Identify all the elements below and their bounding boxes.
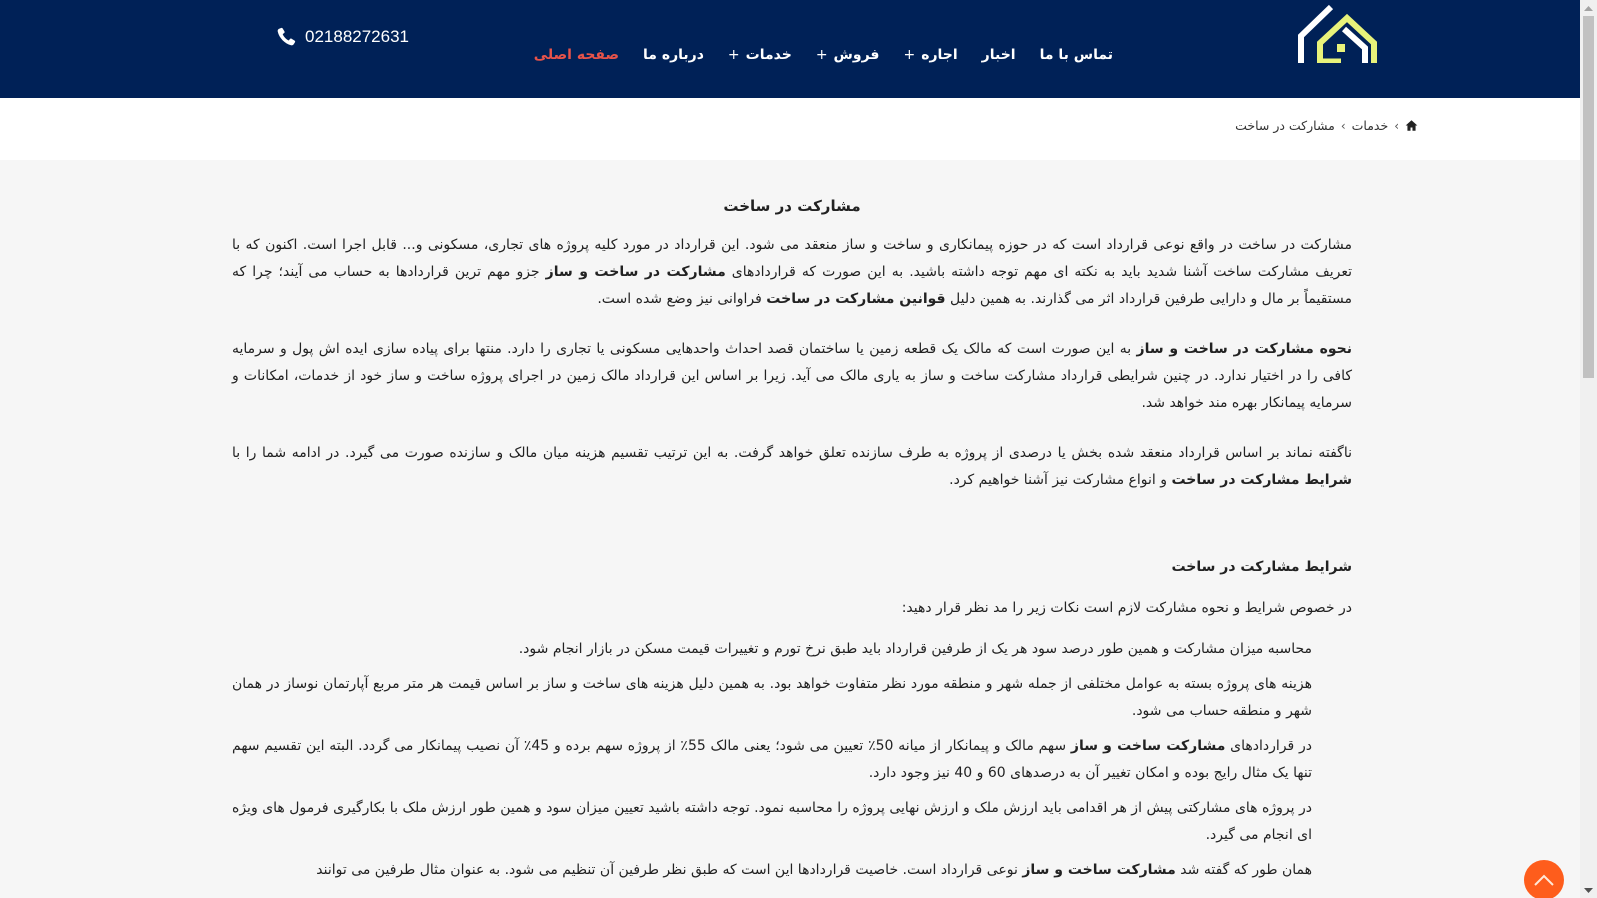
scrollbar-thumb[interactable] [1583, 16, 1594, 378]
list-item [232, 733, 1312, 787]
house-logo-icon [1298, 3, 1382, 63]
nav-news[interactable] [970, 47, 1028, 63]
text: در قراردادهای [1225, 738, 1312, 754]
list-item [232, 857, 1312, 884]
scroll-down-arrow-icon[interactable] [1580, 882, 1597, 898]
list-item: محاسبه میزان مشارکت و همین طور درصد سود هر یک از طرفین قرارداد باید طبق نرخ تورم و تغییرات قیمت مسکن در بازار انجام شود. [518, 641, 1312, 657]
nav-label: اجاره [921, 47, 958, 63]
text: مشارکت در ساخت در واقع نوعی قرارداد است که در حوزه پیمانکاری و ساخت و ساز منعقد می شود. این قرارداد در مورد کلیه پروژه های تجاری، مسکونی و... قابل اجرا است. اکنون که با تعریف مشارکت ساخت آشنا شدید باید به نکته ای مهم توجه داشته باشید. به این صورت که قراردادهای [232, 237, 1353, 280]
article-content [232, 160, 1352, 892]
site-header [0, 0, 1580, 98]
page-title: مشارکت در ساخت [723, 197, 861, 215]
chevron-up-icon [1533, 873, 1555, 887]
nav-about[interactable] [631, 47, 716, 63]
text: سهم مالک و پیمانکار از میانه 50٪ تعیین می شود؛ یعنی مالک 55٪ از پروژه سهم برده و 45٪ آن نصیب پیمانکار می گردد. البته این تقسیم سهم تنها یک مثال رایج بوده و امکان تغییر آن به درصدهای 60 و 40 نیز وجود دارد. [232, 738, 1312, 781]
breadcrumb-separator: › [1394, 118, 1399, 133]
text: ناگفته نماند بر اساس قرارداد منعقد شده بخش یا درصدی از پروژه به طرف سازنده تعلق خواهد گرفت. به این ترتیب تقسیم هزینه میان مالک و سازنده صورت می گیرد. در ادامه شما را با [232, 445, 1352, 461]
nav-label: خدمات [745, 47, 792, 63]
home-icon[interactable] [1405, 119, 1418, 132]
text: فراوانی نیز وضع شده است. [597, 291, 767, 307]
nav-sale[interactable] [804, 47, 892, 63]
plus-icon: + [903, 47, 916, 63]
nav-services[interactable] [716, 47, 804, 63]
phone-contact[interactable] [275, 26, 409, 48]
paragraph-share [232, 440, 1352, 494]
breadcrumb-item-services[interactable]: خدمات [1351, 118, 1389, 133]
paragraph-how [232, 336, 1352, 417]
plus-icon: + [727, 47, 740, 63]
bold-text: مشارکت در ساخت و ساز [545, 264, 726, 280]
bold-text: مشارکت ساخت و ساز [1070, 738, 1226, 754]
breadcrumb [1235, 118, 1418, 133]
text: به این صورت است که مالک یک قطعه زمین یا ساختمان قصد احداث واحدهایی مسکونی یا تجاری را دارد. منتها برای پیاده سازی ایده اش پول و سرمایه کافی را در اختیار ندارد. در چنین شرایطی قرارداد مشارکت ساخت و ساز به یاری مالک می آید. زیرا بر اساس این قرارداد مالک زمین در اجرای پروژه ساخت و ساز خود از خدمات، امکانات و سرمایه پیمانکار بهره مند خواهد شد. [232, 341, 1352, 411]
nav-label: اخبار [981, 47, 1016, 63]
bold-text: نحوه مشارکت در ساخت و ساز [1136, 341, 1352, 357]
nav-label: صفحه اصلی [533, 47, 620, 63]
site-logo[interactable] [1298, 3, 1382, 63]
nav-rent[interactable] [891, 47, 969, 63]
bold-text: مشارکت ساخت و ساز [1022, 862, 1176, 878]
bold-text: شرایط مشارکت در ساخت [1171, 472, 1352, 488]
list-item: هزینه های پروژه بسته به عوامل مختلفی از جمله شهر و منطقه مورد نظر متفاوت خواهد بود. به همین دلیل هزینه های ساخت و ساز بر اساس قیمت هر متر مربع آپارتمان نوساز در همان شهر و منطقه حساب می شود. [232, 676, 1312, 719]
paragraph-intro [232, 232, 1352, 313]
bold-text: قوانین مشارکت در ساخت [766, 291, 946, 307]
nav-label: فروش [833, 47, 880, 63]
nav-contact[interactable] [1028, 47, 1125, 63]
conditions-list [232, 636, 1352, 884]
text: و انواع مشارکت نیز آشنا خواهیم کرد. [949, 472, 1172, 488]
nav-label: تماس با ما [1039, 47, 1113, 63]
phone-icon [275, 26, 297, 48]
breadcrumb-bar [0, 98, 1580, 160]
text: همان طور که گفته شد [1175, 862, 1312, 878]
phone-number[interactable]: 02188272631 [305, 27, 410, 46]
text: جزو مهم ترین قراردادها به حساب می آیند؛ چرا که مستقیماً بر مال و دارایی طرفین قرارداد اثر می گذارند. به همین دلیل [232, 264, 1352, 307]
list-item: در پروژه های مشارکتی پیش از هر اقدامی باید ارزش ملک و ارزش نهایی پروژه را محاسبه نمود. توجه داشته باشید تعیین میزان سود و همین طور ارزش ملک با بکارگیری فرمول های ویژه ای انجام می گیرد. [232, 800, 1312, 843]
text: نوعی قرارداد است. خاصیت قراردادها این است که طبق نظر طرفین آن تنظیم می شود. به عنوان مثال طرفین می توانند [316, 862, 1023, 878]
scroll-up-arrow-icon[interactable] [1580, 0, 1597, 16]
main-nav [522, 47, 1125, 63]
nav-label: درباره ما [643, 47, 704, 63]
scroll-to-top-button[interactable] [1524, 860, 1564, 898]
nav-home[interactable] [522, 47, 631, 63]
breadcrumb-separator: › [1340, 118, 1346, 133]
section-title: شرایط مشارکت در ساخت [1171, 559, 1352, 575]
vertical-scrollbar[interactable] [1580, 0, 1597, 898]
section-intro: در خصوص شرایط و نحوه مشارکت لازم است نکات زیر را مد نظر قرار دهید: [901, 600, 1352, 616]
breadcrumb-item-current: مشارکت در ساخت [1235, 118, 1335, 133]
plus-icon: + [815, 47, 828, 63]
